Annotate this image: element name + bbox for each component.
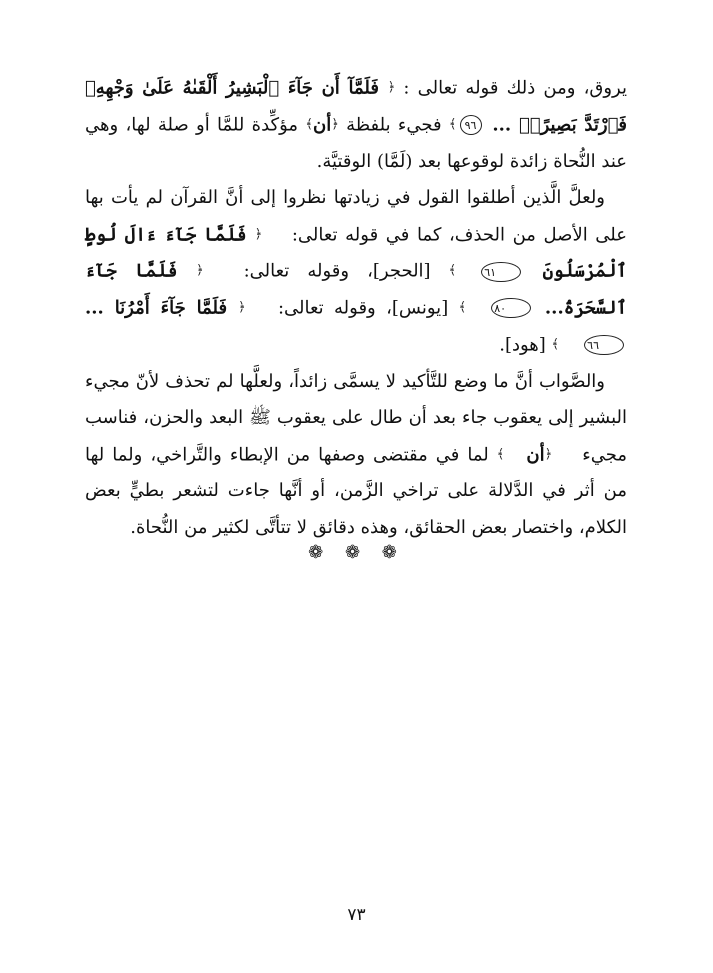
quran-verse-text: أن [526,443,545,465]
quran-verse-text: فَلَمَّا جَآءَ أَمْرُنَا ... [85,297,238,319]
body-text [85,70,627,546]
body-text-run: [يونس]، وقوله تعالى: [267,297,459,319]
page-number: ٧٣ [347,905,366,925]
body-text-run: فجيء بلفظة [338,114,449,135]
ayah-number-marker: ٦٦ [584,335,624,355]
body-text-run: يروق، ومن ذلك قوله تعالى : [395,77,627,99]
body-text-run: ولعلَّ الَّذين أطلقوا القول في زيادتها نظروا إلى أنَّ القرآن لم يأت بها على الأصل من الحذف، كما في قوله تعالى: [85,187,627,245]
paragraph-3 [85,364,627,547]
ayah-number-marker: ٦١ [481,262,521,282]
quran-verse-text: فَلَمَّآ أَن جَآءَ ٱلْبَشِيرُ أَلْقَىٰهُ عَلَىٰ وَجْهِهِۦ فَٱرْتَدَّ بَصِيرًاۖ ... [85,77,627,135]
ornate-bracket-icon: ﴿ [195,263,204,279]
paragraph-1 [85,70,627,180]
ornate-bracket-icon: ﴿ [254,226,263,242]
body-text-run: والصَّواب أنَّ ما وضع للتَّأكيد لا يسمَّى زائداً، ولعلَّها لم تحذف لأنّ مجيء البشير إلى يعقوب جاء بعد أن طال على يعقوب ﷺ البعد والحزن، فناسب مجيء [85,370,628,465]
section-separator: ❁ ❁ ❁ [308,542,405,563]
ornate-bracket-icon: ﴾ [448,263,457,279]
ornate-bracket-icon: ﴿ [387,80,396,95]
quran-verse-text: فَلَمَّا جَآءَ ءَالَ لُوطٍ ٱلْمُرْسَلُونَ [85,223,627,282]
ayah-number-marker: ٩٦ [460,115,482,135]
ornate-bracket-icon: ﴿ [237,300,246,315]
ornate-bracket-icon: ﴾ [458,300,467,315]
ornate-bracket-icon: ﴾ [551,336,560,352]
quran-verse-text: أن [312,114,332,135]
paragraph-2 [85,180,627,364]
ayah-number-marker: ٨٠ [491,298,531,318]
ornate-bracket-icon: ﴿ [544,446,553,462]
ornate-bracket-icon: ﴾ [448,116,457,132]
quran-verse-text: فَلَمَّا جَآءَ ٱلسَّحَرَةُ... [85,260,627,319]
body-text-run: مؤكِّدة للمَّا أو صلة لها، وهي عند النُّحاة زائدة لوقوعها بعد (لَمَّا) الوقتيَّة. [85,114,627,172]
body-text-run: لما في مقتضى وصفها من الإبطاء والتَّراخي، ولما لها من أثر في الدَّلالة على تراخي الزَّمن، أو أنَّها جاءت لتشعر بطيٍّ بعض الكلام، واختصار بعض الحقائق، وهذه دقائق لا تتأتَّى لكثير من النُّحاة. [85,443,627,538]
ornate-bracket-icon: ﴾ [496,446,505,462]
body-text-run: [هود]. [499,334,552,355]
body-text-run: [الحجر]، وقوله تعالى: [225,260,449,282]
ornate-bracket-icon: ﴿ [331,116,339,132]
ornate-bracket-icon: ﴾ [305,116,313,132]
